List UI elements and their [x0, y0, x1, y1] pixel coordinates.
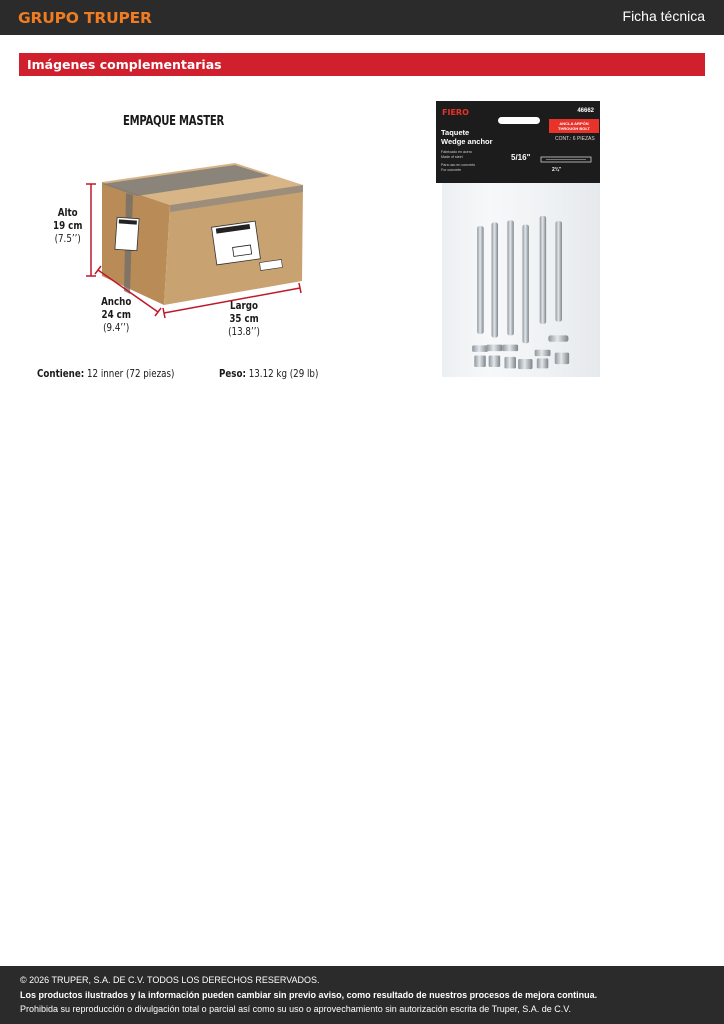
- anchor-bolts: [472, 216, 569, 369]
- anchor-diagram-icon: [436, 101, 600, 183]
- weight-label: Peso:: [219, 367, 246, 380]
- package-code: 46662: [577, 108, 594, 114]
- height-imperial: (7.5’’): [54, 232, 81, 245]
- package-use-es: Para uso en concreto: [441, 163, 476, 167]
- dimension-height: [53, 206, 82, 245]
- footer-prohibition: Prohibida su reproducción o divulgación total o parcial así como su uso o aprovechamiento sin autorización escrita de Truper, S.A. de C.V.: [20, 1004, 571, 1014]
- package-length: 2¾": [552, 167, 562, 173]
- footer-notice: Los productos ilustrados y la información pueden cambiar sin previo aviso, como resultado de nuestros procesos de mejora continua.: [20, 990, 598, 1000]
- document-type: Ficha técnica: [622, 8, 705, 24]
- package-header-card: [436, 101, 600, 183]
- master-pack-figure: [30, 100, 360, 390]
- section-title: Imágenes complementarias: [27, 57, 222, 72]
- length-value: 35 cm: [229, 312, 259, 325]
- package-type-tag: ANCLA ARPÓN THROUGH BOLT: [549, 119, 599, 133]
- package-material-en: Made of steel: [441, 155, 463, 159]
- section-header: [19, 53, 705, 76]
- footer-copyright: © 2026 TRUPER, S.A. DE C.V. TODOS LOS DERECHOS RESERVADOS.: [20, 975, 320, 985]
- height-value: 19 cm: [53, 219, 83, 232]
- spec-contains: [37, 367, 174, 380]
- width-label: Ancho: [101, 295, 132, 308]
- contains-value: 12 inner (72 piezas): [87, 367, 175, 380]
- width-imperial: (9.4’’): [103, 321, 130, 334]
- package-contents: CONT.: 6 PIEZAS: [555, 136, 595, 142]
- brand-logo[interactable]: GRUPO TRUPER: [18, 9, 152, 27]
- anchor-bolt: [518, 225, 532, 369]
- spec-weight: [219, 367, 318, 380]
- product-package-image: [436, 101, 602, 377]
- dimension-length: [228, 299, 260, 338]
- package-use-en: For concrete: [441, 168, 462, 172]
- width-value: 24 cm: [101, 308, 131, 321]
- anchor-bolt: [548, 221, 569, 364]
- length-label: Largo: [230, 299, 258, 312]
- package-brand-logo: FIERO: [442, 108, 469, 117]
- package-diameter: 5/16": [511, 153, 531, 162]
- anchor-bolt: [487, 223, 503, 367]
- master-pack-title: EMPAQUE MASTER: [123, 114, 225, 129]
- length-imperial: (13.8’’): [228, 325, 260, 338]
- wedge-anchors-illustration: [442, 183, 600, 377]
- page-footer: [0, 966, 724, 1024]
- weight-value: 13.12 kg (29 lb): [248, 367, 319, 380]
- package-material-es: Fabricado en acero: [441, 150, 472, 154]
- dimension-width: [101, 295, 131, 334]
- top-header: [0, 0, 724, 35]
- anchor-bolt: [472, 226, 488, 367]
- anchor-bolt: [502, 220, 518, 368]
- anchor-bolt: [535, 216, 551, 368]
- contains-label: Contiene:: [37, 367, 85, 380]
- package-name-es: Taquete: [441, 128, 470, 137]
- height-label: Alto: [57, 206, 78, 219]
- cardboard-box-illustration: [30, 100, 360, 390]
- package-bag: [442, 183, 600, 377]
- package-name-en: Wedge anchor: [441, 137, 493, 146]
